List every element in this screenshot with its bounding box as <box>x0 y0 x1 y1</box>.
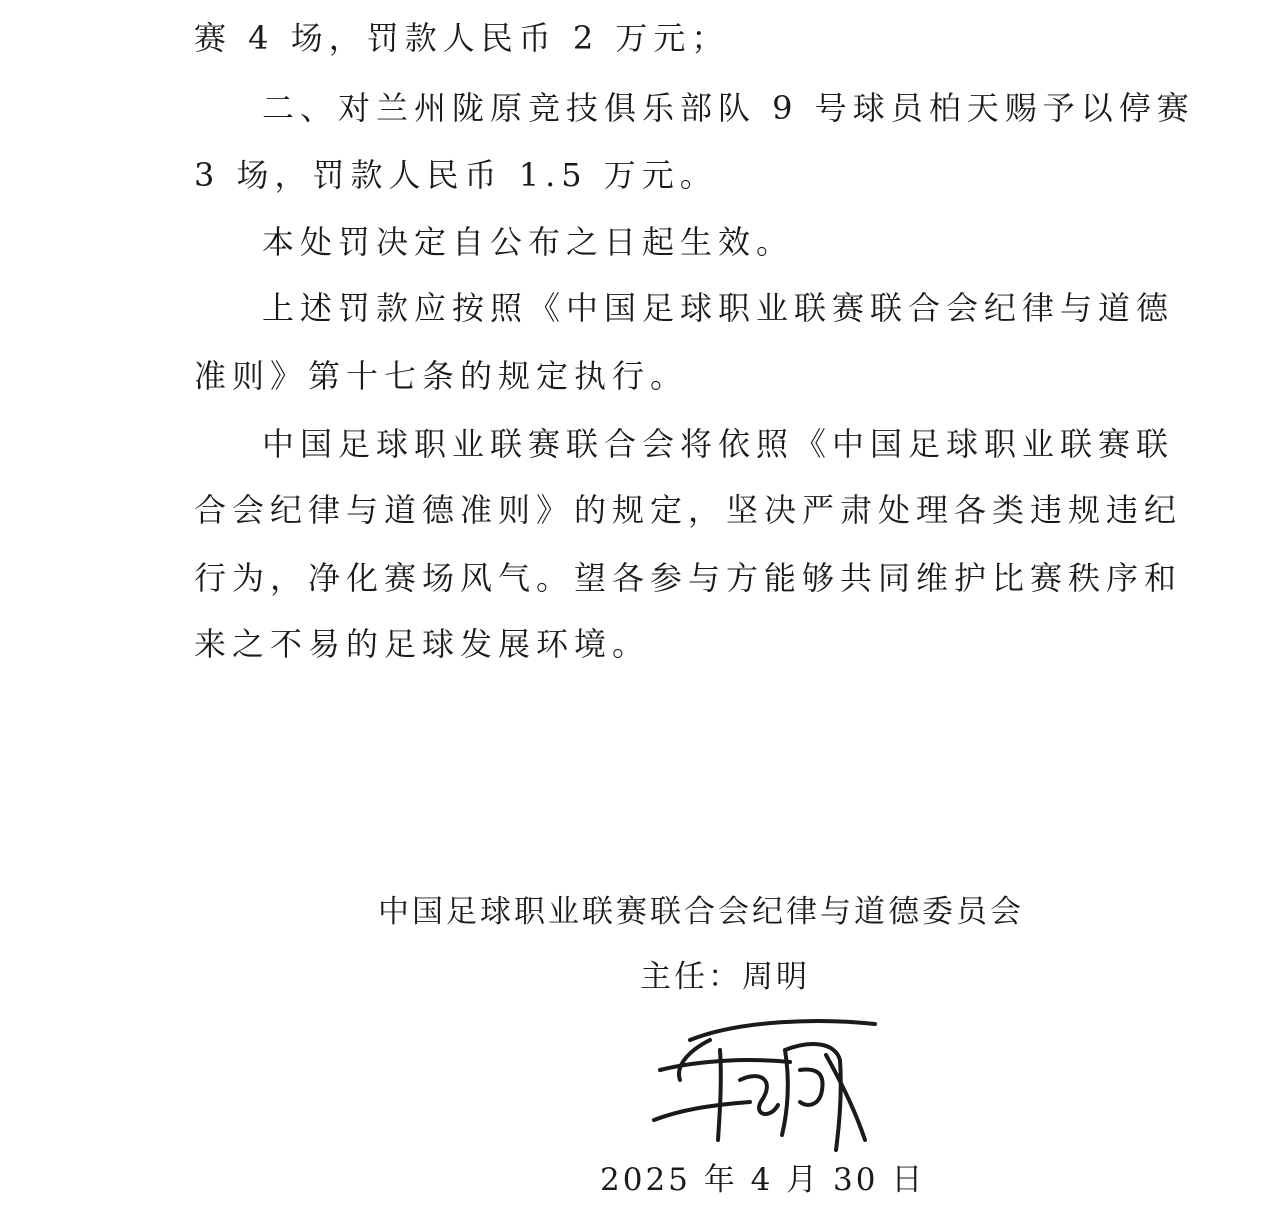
body-line-1: 赛 4 场，罚款人民币 2 万元； <box>194 19 730 57</box>
body-line-8: 合会纪律与道德准则》的规定，坚决严肃处理各类违规违纪 <box>194 491 1183 529</box>
body-line-9: 行为，净化赛场风气。望各参与方能够共同维护比赛秩序和 <box>194 559 1183 597</box>
body-line-5: 上述罚款应按照《中国足球职业联赛联合会纪律与道德 <box>262 289 1175 327</box>
body-line-7: 中国足球职业联赛联合会将依照《中国足球职业联赛联 <box>262 425 1175 463</box>
signing-organization: 中国足球职业联赛联合会纪律与道德委员会 <box>378 894 1024 930</box>
body-line-2: 二、对兰州陇原竞技俱乐部队 9 号球员柏天赐予以停赛 <box>262 89 1195 127</box>
body-line-10: 来之不易的足球发展环境。 <box>194 625 651 663</box>
handwritten-signature <box>650 1010 890 1160</box>
document-date: 2025 年 4 月 30 日 <box>600 1162 926 1198</box>
signer-title: 主任：周明 <box>640 959 810 995</box>
body-line-3: 3 场，罚款人民币 1.5 万元。 <box>194 156 718 194</box>
body-line-6: 准则》第十七条的规定执行。 <box>194 357 689 395</box>
body-line-4: 本处罚决定自公布之日起生效。 <box>262 223 795 261</box>
